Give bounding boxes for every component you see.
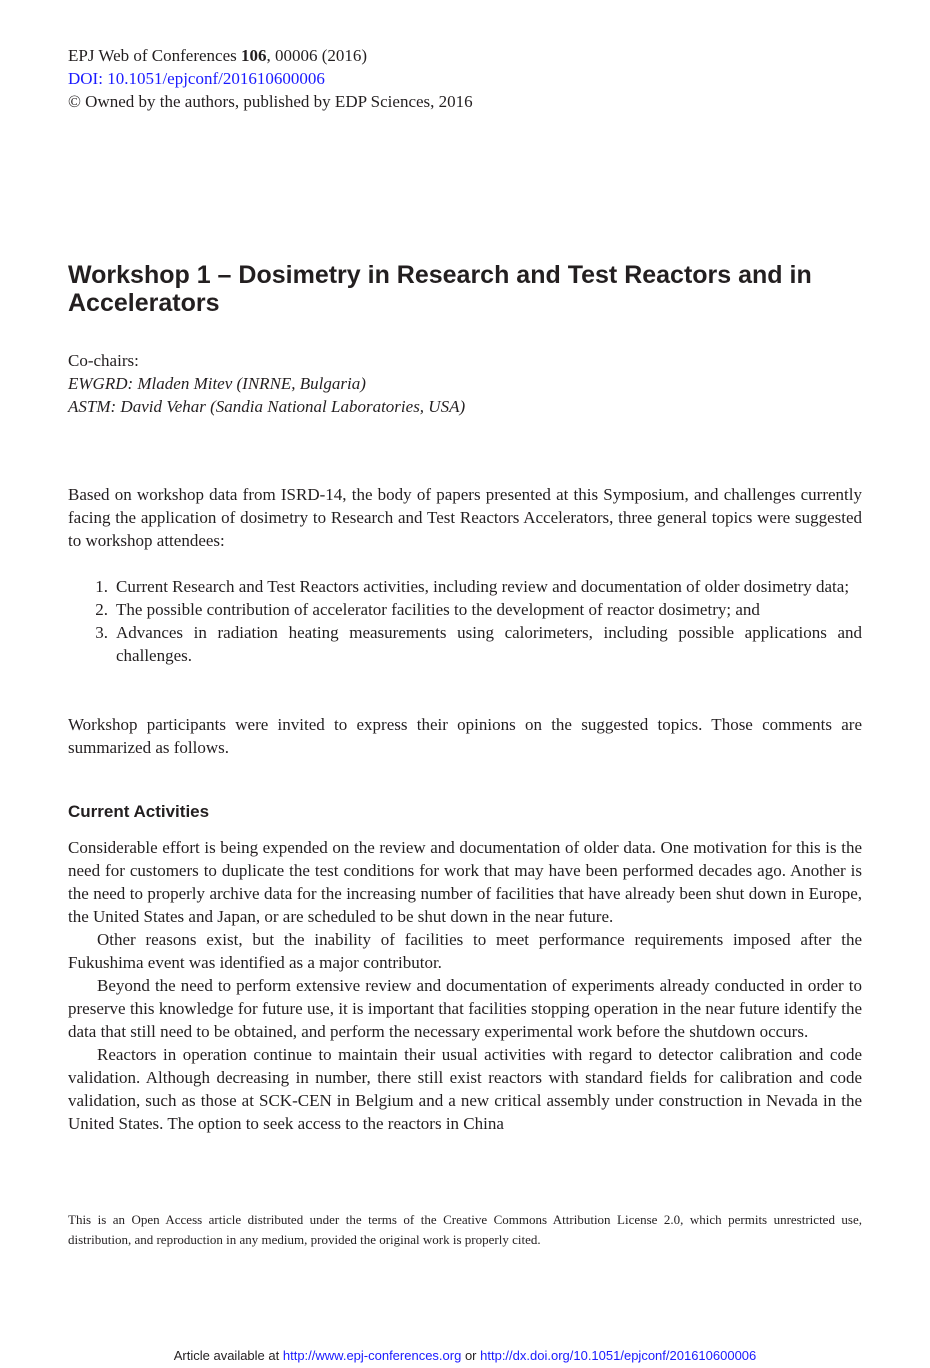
doi-link[interactable]: DOI: 10.1051/epjconf/201610600006 <box>68 69 325 88</box>
list-item <box>68 621 862 667</box>
paper-title: Workshop 1 – Dosimetry in Research and Test Reactors and in Accelerators <box>68 261 812 317</box>
footer-or: or <box>461 1348 481 1363</box>
journal-issue-year: , 00006 (2016) <box>266 46 368 65</box>
section-body <box>68 836 862 1135</box>
cochairs-block <box>68 349 465 418</box>
list-item <box>68 575 862 598</box>
section-paragraph-1: Considerable effort is being expended on the review and documentation of older data. One motivation for this is the need for customers to duplicate the test conditions for work that may have been performed decades ago. Another is the need to properly archive data for the increasing number of facilities that have already been shut down in Europe, the United States and Japan, or are scheduled to be shut down in the near future. <box>68 838 862 926</box>
license-notice: This is an Open Access article distributed under the terms of the Creative Commons Attribution License 2.0, which permits unrestricted use, distribution, and reproduction in any medium, provided the original work is properly cited. <box>68 1212 862 1247</box>
journal-name: EPJ Web of Conferences <box>68 46 241 65</box>
footer-prefix: Article available at <box>173 1348 283 1363</box>
copyright-line: © Owned by the authors, published by EDP Sciences, 2016 <box>68 92 473 111</box>
cochair-astm: ASTM: David Vehar (Sandia National Laboratories, USA) <box>68 397 466 416</box>
list-item-number: 2. <box>95 600 108 619</box>
cochair-ewgrd: EWGRD: Mladen Mitev (INRNE, Bulgaria) <box>68 374 366 393</box>
journal-header <box>68 44 473 113</box>
section-heading: Current Activities <box>68 802 210 821</box>
intro-paragraph: Based on workshop data from ISRD-14, the body of papers presented at this Symposium, and challenges currently facing the application of dosimetry to Research and Test Reactors Accelerators, three general topics were suggested to workshop attendees: <box>68 485 862 550</box>
list-item-text: Advances in radiation heating measurements using calorimeters, including possible applications and challenges. <box>116 623 862 665</box>
section-paragraph-3: Beyond the need to perform extensive review and documentation of experiments already conducted in order to preserve this knowledge for future use, it is important that facilities stopping operation in the near future identify the data that still need to be obtained, and perform the necessary experimental work before the shutdown occurs. <box>68 976 862 1041</box>
list-item-text: Current Research and Test Reactors activities, including review and documentation of older dosimetry data; <box>116 577 850 596</box>
section-paragraph-4: Reactors in operation continue to maintain their usual activities with regard to detector calibration and code validation. Although decreasing in number, there still exist reactors with standard fields for calibration and code validation, such as those at SCK-CEN in Belgium and a new critical assembly under construction in Nevada in the United States. The option to seek access to the reactors in China <box>68 1045 862 1133</box>
list-item-number: 1. <box>95 577 108 596</box>
journal-citation <box>68 44 473 67</box>
section-paragraph-2: Other reasons exist, but the inability of facilities to meet performance requirements imposed after the Fukushima event was identified as a major contributor. <box>68 930 862 972</box>
topics-list <box>68 575 862 667</box>
page-footer <box>0 1348 930 1364</box>
journal-volume: 106 <box>241 46 267 65</box>
footer-link-epj[interactable]: http://www.epj-conferences.org <box>282 1348 462 1363</box>
list-item <box>68 598 862 621</box>
list-item-text: The possible contribution of accelerator facilities to the development of reactor dosimetry; and <box>116 600 760 619</box>
footer-link-doi[interactable]: http://dx.doi.org/10.1051/epjconf/201610600006 <box>480 1348 757 1363</box>
cochairs-label: Co-chairs: <box>68 351 139 370</box>
participants-paragraph: Workshop participants were invited to express their opinions on the suggested topics. Those comments are summarized as follows. <box>68 715 862 757</box>
list-item-number: 3. <box>95 623 108 642</box>
